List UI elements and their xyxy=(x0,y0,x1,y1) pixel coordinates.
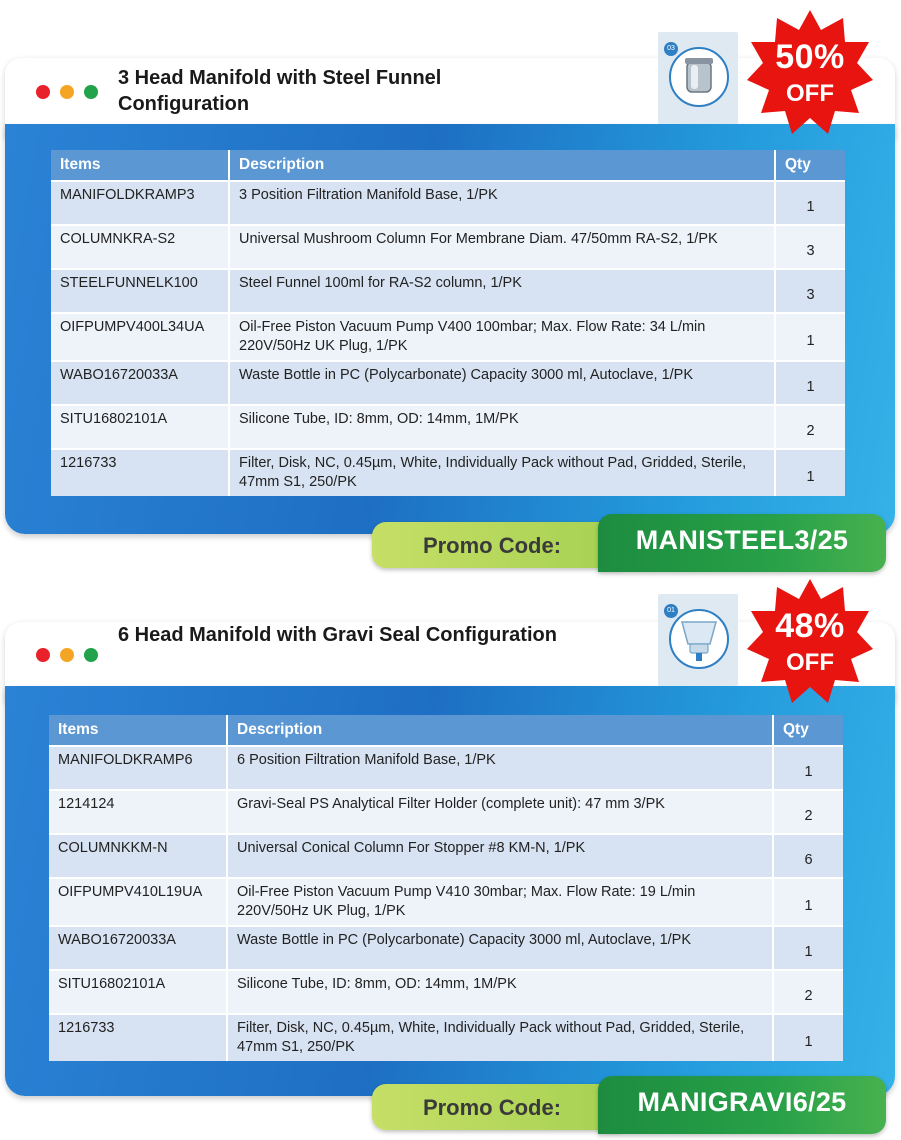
item-code: WABO16720033A xyxy=(51,361,229,405)
item-qty: 2 xyxy=(773,970,843,1014)
steel-funnel-icon xyxy=(668,46,730,108)
orange-dot-icon xyxy=(60,85,74,99)
product-thumbnail-icon xyxy=(658,594,738,686)
item-qty: 3 xyxy=(775,269,845,313)
thumb-number: 03 xyxy=(664,42,678,56)
item-qty: 1 xyxy=(775,181,845,225)
item-description: Steel Funnel 100ml for RA-S2 column, 1/PK xyxy=(229,269,775,313)
item-code: COLUMNKRA-S2 xyxy=(51,225,229,269)
red-dot-icon xyxy=(36,85,50,99)
item-qty: 1 xyxy=(773,746,843,790)
item-qty: 1 xyxy=(775,313,845,361)
table-row xyxy=(51,449,845,496)
item-qty: 1 xyxy=(775,449,845,496)
col-header-items: Items xyxy=(49,715,227,746)
item-qty: 1 xyxy=(773,878,843,926)
items-table xyxy=(49,715,843,1061)
promo-banner xyxy=(372,514,886,572)
item-qty: 2 xyxy=(775,405,845,449)
item-code: SITU16802101A xyxy=(51,405,229,449)
item-description: Waste Bottle in PC (Polycarbonate) Capacity 3000 ml, Autoclave, 1/PK xyxy=(227,926,773,970)
item-code: COLUMNKKM-N xyxy=(49,834,227,878)
item-qty: 1 xyxy=(775,361,845,405)
item-code: MANIFOLDKRAMP6 xyxy=(49,746,227,790)
item-description: Gravi-Seal PS Analytical Filter Holder (complete unit): 47 mm 3/PK xyxy=(227,790,773,834)
discount-starburst-icon xyxy=(746,8,874,136)
item-code: STEELFUNNELK100 xyxy=(51,269,229,313)
discount-starburst-icon xyxy=(746,577,874,705)
table-row xyxy=(51,181,845,225)
red-dot-icon xyxy=(36,648,50,662)
card-title: 6 Head Manifold with Gravi Seal Configuration xyxy=(118,624,557,646)
item-code: OIFPUMPV410L19UA xyxy=(49,878,227,926)
item-code: 1216733 xyxy=(51,449,229,496)
item-description: Universal Conical Column For Stopper #8 KM-N, 1/PK xyxy=(227,834,773,878)
table-row xyxy=(49,790,843,834)
card-panel xyxy=(5,124,895,534)
promo-code-box[interactable] xyxy=(598,1076,886,1134)
item-description: 3 Position Filtration Manifold Base, 1/PK xyxy=(229,181,775,225)
table-row xyxy=(49,878,843,926)
promo-label: Promo Code: xyxy=(422,1095,562,1120)
product-thumbnail-icon xyxy=(658,32,738,124)
discount-off-label: OFF xyxy=(786,649,834,676)
col-header-items: Items xyxy=(51,150,229,181)
item-qty: 1 xyxy=(773,1014,843,1061)
promo-code[interactable]: MANIGRAVI6/25 xyxy=(637,1087,847,1117)
table-row xyxy=(49,746,843,790)
items-table xyxy=(51,150,845,496)
promo-label-box xyxy=(372,522,622,568)
col-header-description: Description xyxy=(229,150,775,181)
item-description: Oil-Free Piston Vacuum Pump V410 30mbar; Max. Flow Rate: 19 L/min 220V/50Hz UK Plug, 1/PK xyxy=(227,878,773,926)
table-row xyxy=(51,225,845,269)
col-header-qty: Qty xyxy=(773,715,843,746)
filter-holder-icon xyxy=(668,608,730,670)
col-header-description: Description xyxy=(227,715,773,746)
item-description: Waste Bottle in PC (Polycarbonate) Capacity 3000 ml, Autoclave, 1/PK xyxy=(229,361,775,405)
green-dot-icon xyxy=(84,85,98,99)
table-row xyxy=(49,1014,843,1061)
col-header-qty: Qty xyxy=(775,150,845,181)
item-code: WABO16720033A xyxy=(49,926,227,970)
discount-off-label: OFF xyxy=(786,80,834,107)
item-code: SITU16802101A xyxy=(49,970,227,1014)
table-row xyxy=(51,269,845,313)
promo-banner xyxy=(372,1076,886,1134)
table-row xyxy=(49,926,843,970)
promo-code[interactable]: MANISTEEL3/25 xyxy=(635,525,849,555)
item-description: Silicone Tube, ID: 8mm, OD: 14mm, 1M/PK xyxy=(227,970,773,1014)
item-description: Universal Mushroom Column For Membrane Diam. 47/50mm RA-S2, 1/PK xyxy=(229,225,775,269)
item-qty: 2 xyxy=(773,790,843,834)
item-code: OIFPUMPV400L34UA xyxy=(51,313,229,361)
table-row xyxy=(51,313,845,361)
thumb-number: 01 xyxy=(664,604,678,618)
card-panel xyxy=(5,686,895,1096)
item-code: 1216733 xyxy=(49,1014,227,1061)
item-code: 1214124 xyxy=(49,790,227,834)
card-title: 3 Head Manifold with Steel Funnel Configuration xyxy=(118,67,442,115)
item-description: Filter, Disk, NC, 0.45µm, White, Individually Pack without Pad, Gridded, Sterile, 47mm S1, 250/PK xyxy=(227,1014,773,1061)
discount-percent: 50% xyxy=(775,38,845,76)
discount-percent: 48% xyxy=(775,607,845,645)
item-description: Silicone Tube, ID: 8mm, OD: 14mm, 1M/PK xyxy=(229,405,775,449)
window-dots-icon xyxy=(36,85,98,99)
item-description: Filter, Disk, NC, 0.45µm, White, Individually Pack without Pad, Gridded, Sterile, 47mm S1, 250/PK xyxy=(229,449,775,496)
table-row xyxy=(51,405,845,449)
table-row xyxy=(49,834,843,878)
table-row xyxy=(51,361,845,405)
table-row xyxy=(49,970,843,1014)
item-qty: 3 xyxy=(775,225,845,269)
promo-code-box[interactable] xyxy=(598,514,886,572)
item-qty: 1 xyxy=(773,926,843,970)
promo-label-box xyxy=(372,1084,622,1130)
orange-dot-icon xyxy=(60,648,74,662)
window-dots-icon xyxy=(36,648,98,662)
item-qty: 6 xyxy=(773,834,843,878)
promo-label: Promo Code: xyxy=(422,533,562,558)
item-code: MANIFOLDKRAMP3 xyxy=(51,181,229,225)
green-dot-icon xyxy=(84,648,98,662)
item-description: Oil-Free Piston Vacuum Pump V400 100mbar; Max. Flow Rate: 34 L/min 220V/50Hz UK Plug, 1/PK xyxy=(229,313,775,361)
item-description: 6 Position Filtration Manifold Base, 1/PK xyxy=(227,746,773,790)
